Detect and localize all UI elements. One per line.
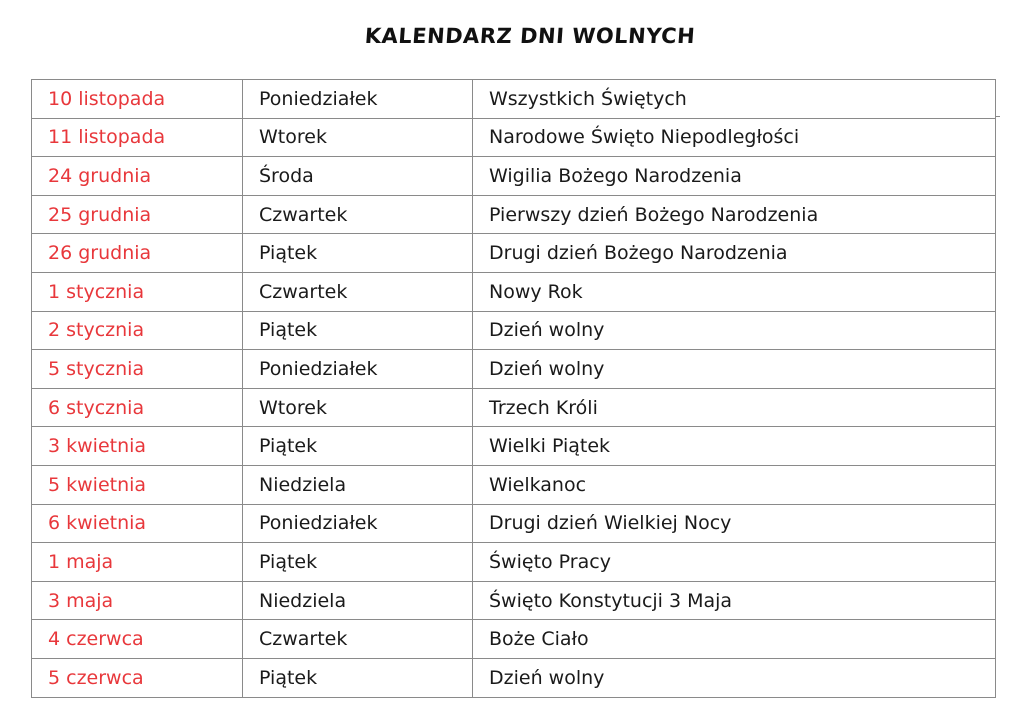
holiday-date: 5 czerwca xyxy=(32,658,243,697)
holiday-date: 6 stycznia xyxy=(32,388,243,427)
holiday-name: Wszystkich Świętych xyxy=(473,80,996,119)
holiday-name: Dzień wolny xyxy=(473,350,996,389)
holiday-name: Dzień wolny xyxy=(473,311,996,350)
table-row xyxy=(32,80,996,119)
holiday-weekday: Niedziela xyxy=(243,581,473,620)
table-row xyxy=(32,118,996,157)
page-title: KALENDARZ DNI WOLNYCH xyxy=(364,24,696,48)
holiday-date: 4 czerwca xyxy=(32,620,243,659)
holiday-name: Nowy Rok xyxy=(473,272,996,311)
table-edge-divider xyxy=(996,116,1000,117)
table-row xyxy=(32,465,996,504)
holiday-date: 1 maja xyxy=(32,543,243,582)
holiday-name: Święto Pracy xyxy=(473,543,996,582)
holiday-date: 6 kwietnia xyxy=(32,504,243,543)
table-row xyxy=(32,504,996,543)
holiday-weekday: Wtorek xyxy=(243,118,473,157)
holiday-date: 24 grudnia xyxy=(32,157,243,196)
table-row xyxy=(32,195,996,234)
holiday-weekday: Piątek xyxy=(243,234,473,273)
holiday-weekday: Piątek xyxy=(243,311,473,350)
holiday-weekday: Piątek xyxy=(243,427,473,466)
holiday-name: Święto Konstytucji 3 Maja xyxy=(473,581,996,620)
table-row xyxy=(32,427,996,466)
table-row xyxy=(32,311,996,350)
holiday-name: Dzień wolny xyxy=(473,658,996,697)
table-row xyxy=(32,350,996,389)
holiday-weekday: Niedziela xyxy=(243,465,473,504)
holiday-date: 3 kwietnia xyxy=(32,427,243,466)
holiday-weekday: Poniedziałek xyxy=(243,350,473,389)
holiday-table-body xyxy=(32,80,996,698)
holiday-name: Wigilia Bożego Narodzenia xyxy=(473,157,996,196)
holiday-date: 25 grudnia xyxy=(32,195,243,234)
holiday-name: Drugi dzień Wielkiej Nocy xyxy=(473,504,996,543)
holiday-weekday: Środa xyxy=(243,157,473,196)
holiday-name: Wielkanoc xyxy=(473,465,996,504)
holiday-date: 2 stycznia xyxy=(32,311,243,350)
holiday-table xyxy=(31,79,996,698)
holiday-weekday: Poniedziałek xyxy=(243,504,473,543)
holiday-weekday: Czwartek xyxy=(243,620,473,659)
holiday-weekday: Wtorek xyxy=(243,388,473,427)
holiday-name: Wielki Piątek xyxy=(473,427,996,466)
holiday-date: 3 maja xyxy=(32,581,243,620)
holiday-date: 1 stycznia xyxy=(32,272,243,311)
table-row xyxy=(32,658,996,697)
holiday-name: Trzech Króli xyxy=(473,388,996,427)
table-row xyxy=(32,157,996,196)
holiday-weekday: Piątek xyxy=(243,658,473,697)
holiday-name: Drugi dzień Bożego Narodzenia xyxy=(473,234,996,273)
table-row xyxy=(32,388,996,427)
holiday-weekday: Piątek xyxy=(243,543,473,582)
table-row xyxy=(32,543,996,582)
holiday-name: Pierwszy dzień Bożego Narodzenia xyxy=(473,195,996,234)
holiday-date: 10 listopada xyxy=(32,80,243,119)
holiday-date: 5 stycznia xyxy=(32,350,243,389)
holiday-weekday: Czwartek xyxy=(243,272,473,311)
holiday-date: 11 listopada xyxy=(32,118,243,157)
table-row xyxy=(32,272,996,311)
holiday-weekday: Poniedziałek xyxy=(243,80,473,119)
holiday-weekday: Czwartek xyxy=(243,195,473,234)
table-row xyxy=(32,620,996,659)
holiday-name: Narodowe Święto Niepodległości xyxy=(473,118,996,157)
holiday-date: 26 grudnia xyxy=(32,234,243,273)
holiday-date: 5 kwietnia xyxy=(32,465,243,504)
table-row xyxy=(32,581,996,620)
table-row xyxy=(32,234,996,273)
holiday-name: Boże Ciało xyxy=(473,620,996,659)
